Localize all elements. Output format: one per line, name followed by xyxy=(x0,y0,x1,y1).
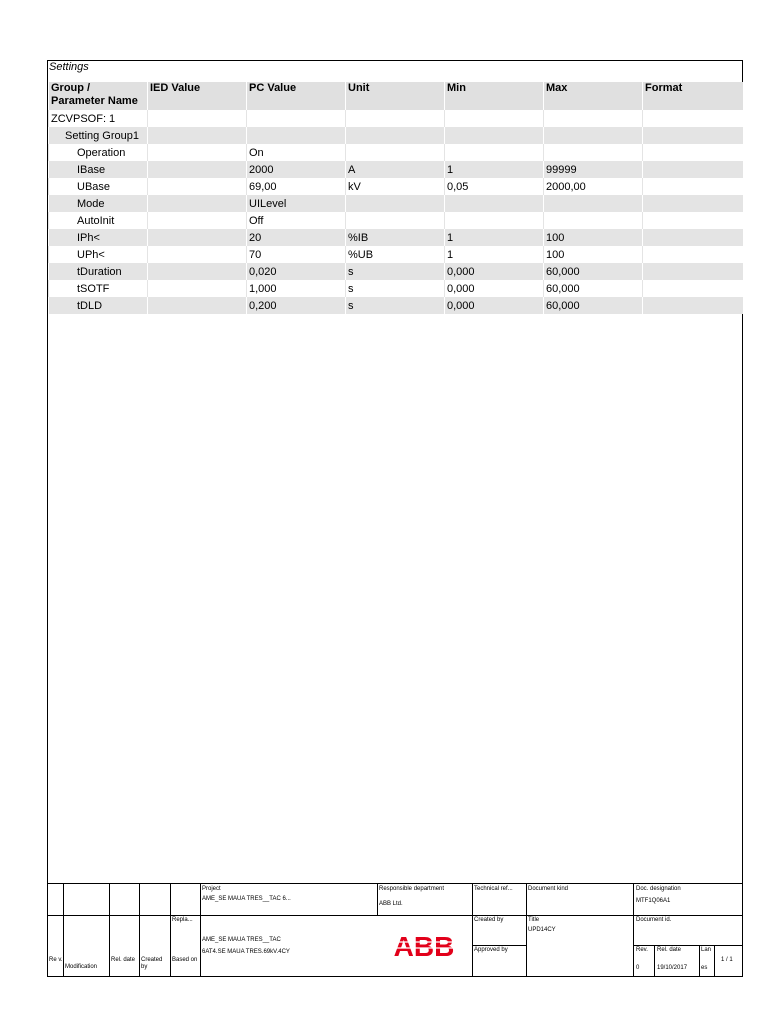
unit-cell xyxy=(346,212,445,229)
doc-designation-label: Doc. designation xyxy=(636,886,681,892)
param-name-cell: Operation xyxy=(49,144,148,161)
col-header-group: Group / Parameter Name xyxy=(49,82,148,110)
max-cell: 100 xyxy=(544,246,643,263)
max-cell xyxy=(544,212,643,229)
title-label: Title xyxy=(528,917,540,923)
section-title: Settings xyxy=(49,61,89,73)
min-cell xyxy=(445,144,544,161)
unit-cell: A xyxy=(346,161,445,178)
rev-label: Rev. xyxy=(636,947,648,953)
param-name-cell: ZCVPSOF: 1 xyxy=(49,110,148,127)
max-cell: 60,000 xyxy=(544,280,643,297)
rev-value: 0 xyxy=(636,965,640,971)
abb-logo xyxy=(390,933,458,959)
ied-value-cell xyxy=(148,195,247,212)
format-cell xyxy=(643,229,743,246)
table-row xyxy=(49,144,743,161)
table-row xyxy=(49,280,743,297)
ied-value-cell xyxy=(148,178,247,195)
min-cell xyxy=(445,127,544,144)
sheet-value: 1 / 1 xyxy=(721,957,733,963)
ied-value-cell xyxy=(148,110,247,127)
pc-value-cell: 1,000 xyxy=(247,280,346,297)
param-name-cell: tDLD xyxy=(49,297,148,314)
lang-value: es xyxy=(701,965,708,971)
min-cell: 1 xyxy=(445,246,544,263)
format-cell xyxy=(643,110,743,127)
rel-date-value: 19/10/2017 xyxy=(657,965,688,971)
ied-value-cell xyxy=(148,127,247,144)
resp-dept-value: ABB Ltd. xyxy=(379,901,403,907)
min-cell: 0,05 xyxy=(445,178,544,195)
ied-value-cell xyxy=(148,297,247,314)
pc-value-cell: 0,200 xyxy=(247,297,346,314)
param-name-cell: IPh< xyxy=(49,229,148,246)
col-header-min: Min xyxy=(445,82,544,110)
unit-cell: s xyxy=(346,297,445,314)
resp-dept-label: Responsible department xyxy=(379,886,445,892)
col-rel-date-label: Rel. date xyxy=(111,957,136,963)
ied-value-cell xyxy=(148,246,247,263)
col-header-format: Format xyxy=(643,82,743,110)
pc-value-cell: Off xyxy=(247,212,346,229)
project-label: Project xyxy=(202,886,221,892)
document-id-label: Document id. xyxy=(636,917,672,923)
format-cell xyxy=(643,263,743,280)
pc-value-cell: On xyxy=(247,144,346,161)
pc-value-cell: 70 xyxy=(247,246,346,263)
min-cell xyxy=(445,195,544,212)
col-header-pc-value: PC Value xyxy=(247,82,346,110)
table-row xyxy=(49,263,743,280)
pc-value-cell: UILevel xyxy=(247,195,346,212)
format-cell xyxy=(643,195,743,212)
param-name-cell: IBase xyxy=(49,161,148,178)
min-cell xyxy=(445,212,544,229)
format-cell xyxy=(643,161,743,178)
format-cell xyxy=(643,297,743,314)
max-cell: 60,000 xyxy=(544,263,643,280)
format-cell xyxy=(643,280,743,297)
ied-value-cell xyxy=(148,280,247,297)
param-name-cell: Setting Group1 xyxy=(49,127,148,144)
rel-date-label: Rel. date xyxy=(657,947,682,953)
col-modification-label: Modification xyxy=(65,964,98,970)
param-name-cell: UPh< xyxy=(49,246,148,263)
col-created-by-label: Created by xyxy=(141,957,163,970)
ied-value-cell xyxy=(148,161,247,178)
param-name-cell: Mode xyxy=(49,195,148,212)
ied-value-cell xyxy=(148,144,247,161)
min-cell: 1 xyxy=(445,229,544,246)
doc-kind-label: Document kind xyxy=(528,886,569,892)
ied-value-cell xyxy=(148,229,247,246)
max-cell xyxy=(544,195,643,212)
title-value: UPD14CY xyxy=(528,927,556,933)
project-full-line1: AME_SE MAUA TRES__TAC xyxy=(202,937,281,943)
ied-value-cell xyxy=(148,212,247,229)
table-row xyxy=(49,229,743,246)
lang-label: Lan xyxy=(701,947,712,953)
unit-cell: %IB xyxy=(346,229,445,246)
max-cell xyxy=(544,110,643,127)
settings-table xyxy=(48,82,743,314)
min-cell: 1 xyxy=(445,161,544,178)
min-cell: 0,000 xyxy=(445,280,544,297)
param-name-cell: UBase xyxy=(49,178,148,195)
min-cell: 0,000 xyxy=(445,263,544,280)
unit-cell: %UB xyxy=(346,246,445,263)
svg-text:ABB: ABB xyxy=(393,933,455,959)
unit-cell xyxy=(346,195,445,212)
unit-cell: s xyxy=(346,263,445,280)
max-cell xyxy=(544,127,643,144)
col-header-max: Max xyxy=(544,82,643,110)
tech-ref-label: Technical ref... xyxy=(474,886,513,892)
param-name-cell: tDuration xyxy=(49,263,148,280)
pc-value-cell xyxy=(247,127,346,144)
max-cell xyxy=(544,144,643,161)
pc-value-cell: 0,020 xyxy=(247,263,346,280)
table-row xyxy=(49,195,743,212)
unit-cell: s xyxy=(346,280,445,297)
format-cell xyxy=(643,178,743,195)
max-cell: 2000,00 xyxy=(544,178,643,195)
unit-cell xyxy=(346,127,445,144)
replaces-label: Repla... xyxy=(172,917,193,923)
unit-cell: kV xyxy=(346,178,445,195)
table-row xyxy=(49,178,743,195)
doc-designation-value: MTF1Q06A1 xyxy=(636,898,671,904)
param-name-cell: AutoInit xyxy=(49,212,148,229)
col-header-unit: Unit xyxy=(346,82,445,110)
created-by-label: Created by xyxy=(474,917,504,923)
project-full-line2: 6AT4.SE MAUA TRES.69kV.4CY xyxy=(202,949,290,955)
format-cell xyxy=(643,212,743,229)
format-cell xyxy=(643,246,743,263)
pc-value-cell: 20 xyxy=(247,229,346,246)
document-page xyxy=(47,60,743,977)
table-row xyxy=(49,127,743,144)
col-header-ied-value: IED Value xyxy=(148,82,247,110)
col-based-on-label: Based on xyxy=(172,957,198,963)
table-row xyxy=(49,297,743,314)
table-row xyxy=(49,161,743,178)
unit-cell xyxy=(346,110,445,127)
min-cell: 0,000 xyxy=(445,297,544,314)
col-rev-label: Re v. xyxy=(49,957,63,963)
approved-by-label: Approved by xyxy=(474,947,508,953)
max-cell: 60,000 xyxy=(544,297,643,314)
unit-cell xyxy=(346,144,445,161)
param-name-cell: tSOTF xyxy=(49,280,148,297)
max-cell: 99999 xyxy=(544,161,643,178)
ied-value-cell xyxy=(148,263,247,280)
table-row xyxy=(49,110,743,127)
format-cell xyxy=(643,144,743,161)
max-cell: 100 xyxy=(544,229,643,246)
table-row xyxy=(49,246,743,263)
table-row xyxy=(49,212,743,229)
pc-value-cell: 69,00 xyxy=(247,178,346,195)
title-block xyxy=(48,883,742,977)
format-cell xyxy=(643,127,743,144)
min-cell xyxy=(445,110,544,127)
table-header-row xyxy=(49,82,743,110)
project-value: AME_SE MAUA TRES__TAC 6... xyxy=(202,896,291,902)
pc-value-cell: 2000 xyxy=(247,161,346,178)
pc-value-cell xyxy=(247,110,346,127)
